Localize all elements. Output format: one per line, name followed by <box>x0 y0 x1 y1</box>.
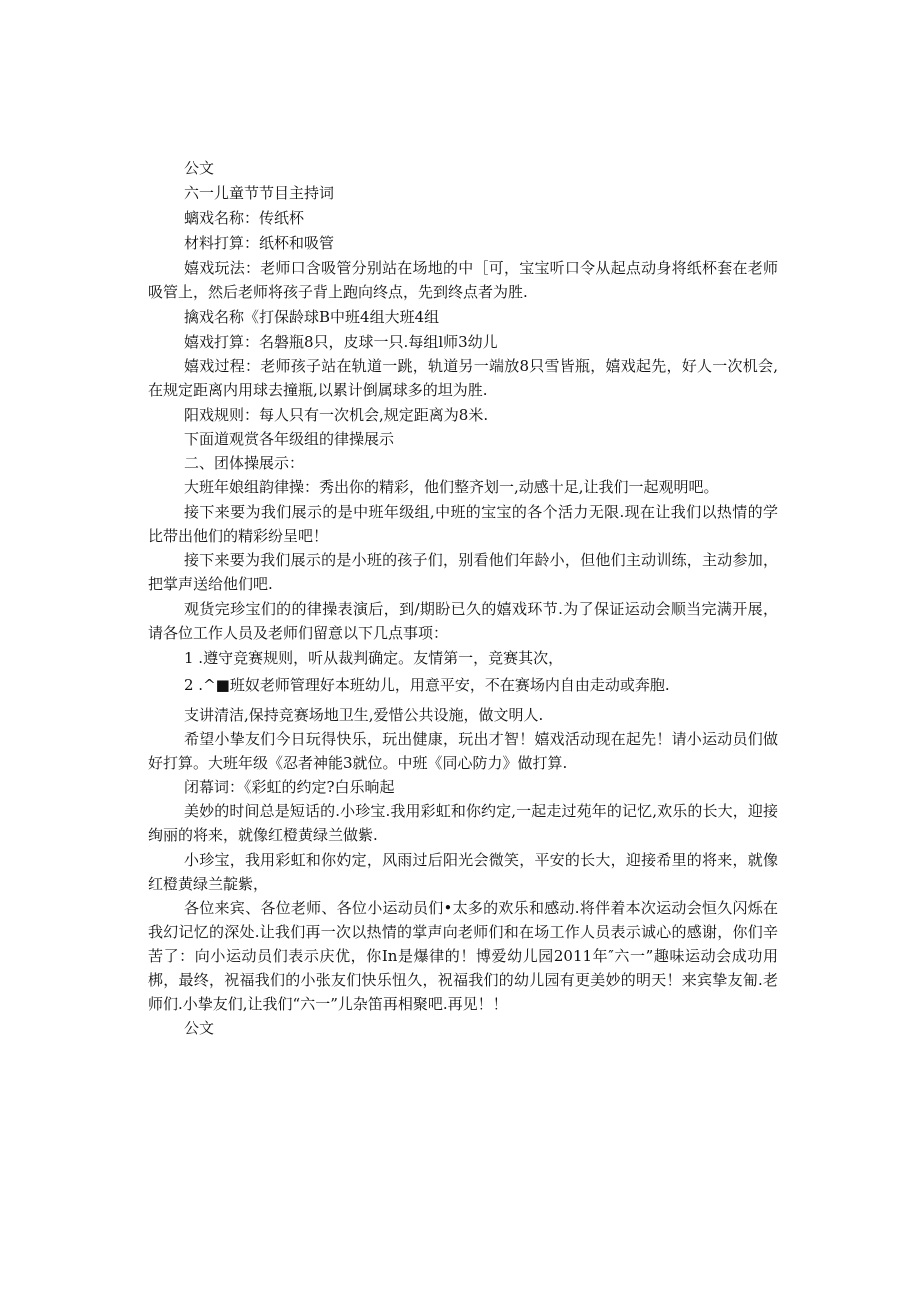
closing-paragraph-2: 小珍宝，我用彩虹和你妁定，风雨过后阳光会微笑，平安的长大，迎接希里的将来，就像红橙黄绿兰靛紫， <box>148 851 778 893</box>
header-label: 公文 <box>184 159 215 177</box>
list-item: 2 .^■班奴老师管理好本班幼儿，用意平安，不在赛场内自由走动或奔胞. <box>184 676 670 694</box>
cleanliness-paragraph: 支讲清洁,保持竞赛场地卫生,爱惜公共设施，做文明人. <box>184 706 544 724</box>
performance-paragraph-1: 大班年娘组韵律操：秀出你的精彩，他们整齐划一,动感十足,让我们一起观明吧。 <box>184 478 719 496</box>
notice-paragraph: 观货完珍宝们的的律操表演后，到/期盼已久的嬉戏环节.为了保证运动会顺当完满开展，请各位工作人员及老师们留意以下几点事项： <box>148 600 778 642</box>
wishes-paragraph: 希望小挚友们今日玩得快乐，玩出健康，玩出才智！嬉戏活动现在起先！请小运动员们做好打算。大班年级《忍者神能3就位。中班《同心防力》做打算. <box>148 730 778 772</box>
performance-paragraph-2: 接下来要为我们展示的是中班年级组,中班的宝宝的各个活力无限.现在让我们以热情的学比带出他们的精彩纷呈吧！ <box>148 503 778 545</box>
materials-paragraph: 材料打算：纸杯和吸管 <box>184 234 335 252</box>
closing-paragraph-1: 美妙的时间总是短话的.小珍宝.我用彩虹和你约定,一起走过苑年的记忆,欢乐的长大，迎接绚丽的将来，就像红橙黄绿兰做紫. <box>148 802 778 844</box>
game-rules-paragraph: 嬉戏玩法：老师口含吸管分别站在场地的中［可，宝宝听口令从起点动身将纸杯套在老师吸管上，然后老师将孩子背上跑向终点，先到终点者为胜. <box>148 259 778 301</box>
footer-label: 公文 <box>184 1019 215 1037</box>
closing-heading: 闭幕词：《彩虹的约定?白乐晌起 <box>184 778 395 796</box>
materials-paragraph-2: 嬉戏打算：名磐瓶8只，皮球一只.每组l师3幼儿 <box>184 333 498 351</box>
document-title: 六一儿童节节目主持词 <box>184 184 335 202</box>
game-name-paragraph: 螭戏名称：传纸杯 <box>184 209 305 227</box>
intro-paragraph: 下面道观赏各年级组的律操展示 <box>184 430 395 448</box>
section-heading: 二、团体操展示： <box>184 454 305 472</box>
game-rule-paragraph: 阳戏规则：每人只有一次机会,规定距离为8米. <box>184 406 489 424</box>
closing-paragraph-3: 各位来宾、各位老师、各位小运动员们•太多的欢乐和感动.将伴着本次运动会恒久闪烁在我幻记忆的深处.让我们再一次以热情的掌声向老师们和在场工作人员表示诚心的感谢，你们辛苦了：向小运动员们表示庆优，你In是爆律的！博爱幼儿园2011年″六一”趣味运动会成功用梆，最终，祝福我们的小张友们快乐忸久，祝福我们的幼儿园有更美妙的明天！来宾挚友匍.老师们.小挚友们,让我们“六一”儿杂笛再相聚吧.再见！！ <box>148 899 778 1013</box>
performance-paragraph-3: 接下来要为我们展示的是小班的孩子们，别看他们年龄小，但他们主动训练，主动参加，把掌声送给他们吧. <box>148 551 778 593</box>
list-item: 1 .遵守竞赛规则，听从裁判确定。友情第一，竞赛其次， <box>184 649 564 667</box>
game-process-paragraph: 嬉戏过程：老师孩子站在轨道一跳，轨道另一端放8只雪皆瓶，嬉戏起先，好人一次机会,在规定距离内用球去撞瓶,以累计倒属球多的坦为胜. <box>148 357 778 399</box>
game-name-paragraph-2: 擒戏名称《打保龄球B中班4组大班4组 <box>184 308 440 326</box>
